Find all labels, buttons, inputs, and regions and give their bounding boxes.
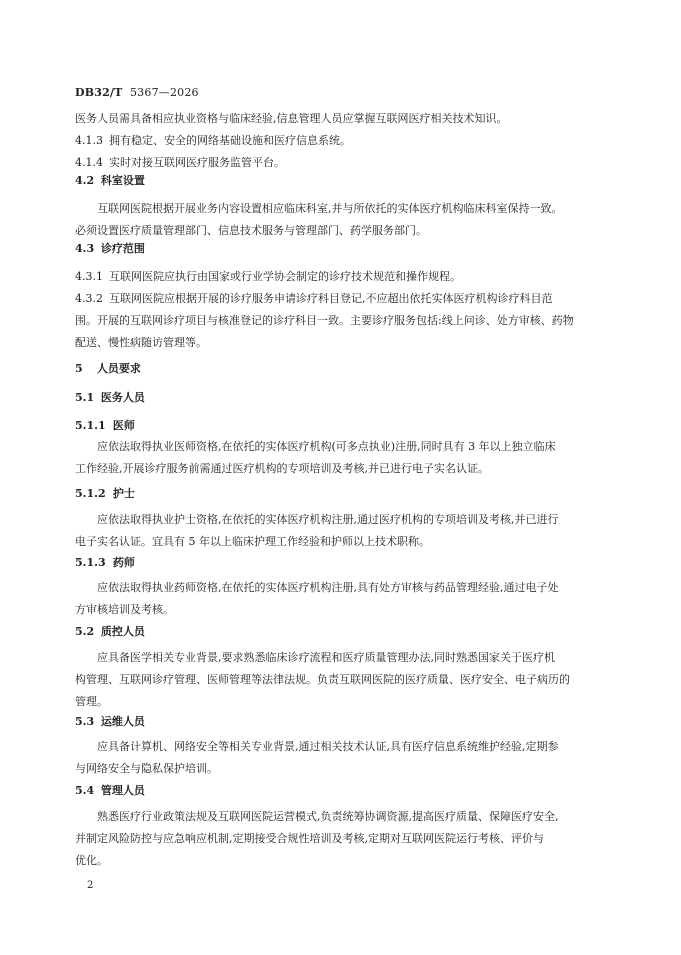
body-text [75,108,605,174]
section-5-1-heading: 5.1 医务人员 [75,391,145,404]
section-5-1-1-para: 应依法取得执业医师资格,在依托的实体医疗机构(可多点执业)注册,同时具有 3 年以上独立临床 工作经验,开展诊疗服务前需通过医疗机构的专项培训及考核,并已进行电子实名认证。 [75,440,556,475]
clause-4-3-1: 4.3.1 互联网医院应执行由国家或行业学协会制定的诊疗技术规范和操作规程。 [75,270,461,283]
section-5-1-3-heading: 5.1.3 药师 [75,556,135,569]
section-5-2-heading: 5.2 质控人员 [75,625,145,638]
section-5-1-3-para: 应依法取得执业药师资格,在依托的实体医疗机构注册,具有处方审核与药品管理经验,通过电子处 方审核培训及考核。 [75,581,559,616]
section-5-1-1-heading: 5.1.1 医师 [75,419,135,432]
section-5-3-para: 应具备计算机、网络安全等相关专业背景,通过相关技术认证,具有医疗信息系统维护经验,定期参 与网络安全与隐私保护培训。 [75,740,559,775]
clause-4-3-2-line3: 配送、慢性病随访管理等。 [75,336,207,349]
clause-4-3-2: 4.3.2 互联网医院应根据开展的诊疗服务申请诊疗科目登记,不应超出依托实体医疗机构诊疗科目范 [75,292,553,305]
section-5-2-para: 应具备医学相关专业背景,要求熟悉临床诊疗流程和医疗质量管理办法,同时熟悉国家关于医疗机 构管理、互联网诊疗管理、医师管理等法律法规。负责互联网医院的医疗质量、医疗安全、电子病历的 管理。 [75,651,570,708]
clause-4-1-4: 4.1.4 实时对接互联网医疗服务监管平台。 [75,156,285,169]
header-code: DB32/T [75,86,123,99]
header-number: 5367—2026 [129,86,199,99]
section-5-4-para: 熟悉医疗行业政策法规及互联网医院运营模式,负责统筹协调资源,提高医疗质量、保障医疗安全, 并制定风险防控与应急响应机制,定期接受合规性培训及考核,定期对互联网医院运行考核、评价与 优化。 [75,810,559,867]
clause-4-3-2-line2: 围。开展的互联网诊疗项目与核准登记的诊疗科目一致。主要诊疗服务包括:线上问诊、处方审核、药物 [75,314,574,327]
section-5-1-2-heading: 5.1.2 护士 [75,487,135,500]
section-4-3-body [75,266,605,354]
section-5-1-2-para: 应依法取得执业护士资格,在依托的实体医疗机构注册,通过医疗机构的专项培训及考核,并已进行 电子实名认证。宜具有 5 年以上临床护理工作经验和护师以上技术职称。 [75,513,559,548]
section-4-2-para: 互联网医院根据开展业务内容设置相应临床科室,并与所依托的实体医疗机构临床科室保持一致。 必须设置医疗质量管理部门、信息技术服务与管理部门、药学服务部门。 [75,202,563,237]
section-4-2-heading: 4.2 科室设置 [75,174,145,187]
doc-header [75,86,199,99]
page-number: 2 [87,880,94,891]
clause-4-1-3: 4.1.3 拥有稳定、安全的网络基础设施和医疗信息系统。 [75,134,351,147]
section-5-4-heading: 5.4 管理人员 [75,784,145,797]
continued-line: 医务人员需具备相应执业资格与临床经验,信息管理人员应掌握互联网医疗相关技术知识。 [75,112,508,125]
section-5-3-heading: 5.3 运维人员 [75,715,145,728]
chapter-5-heading: 5 人员要求 [75,362,141,375]
section-4-3-heading: 4.3 诊疗范围 [75,242,145,255]
